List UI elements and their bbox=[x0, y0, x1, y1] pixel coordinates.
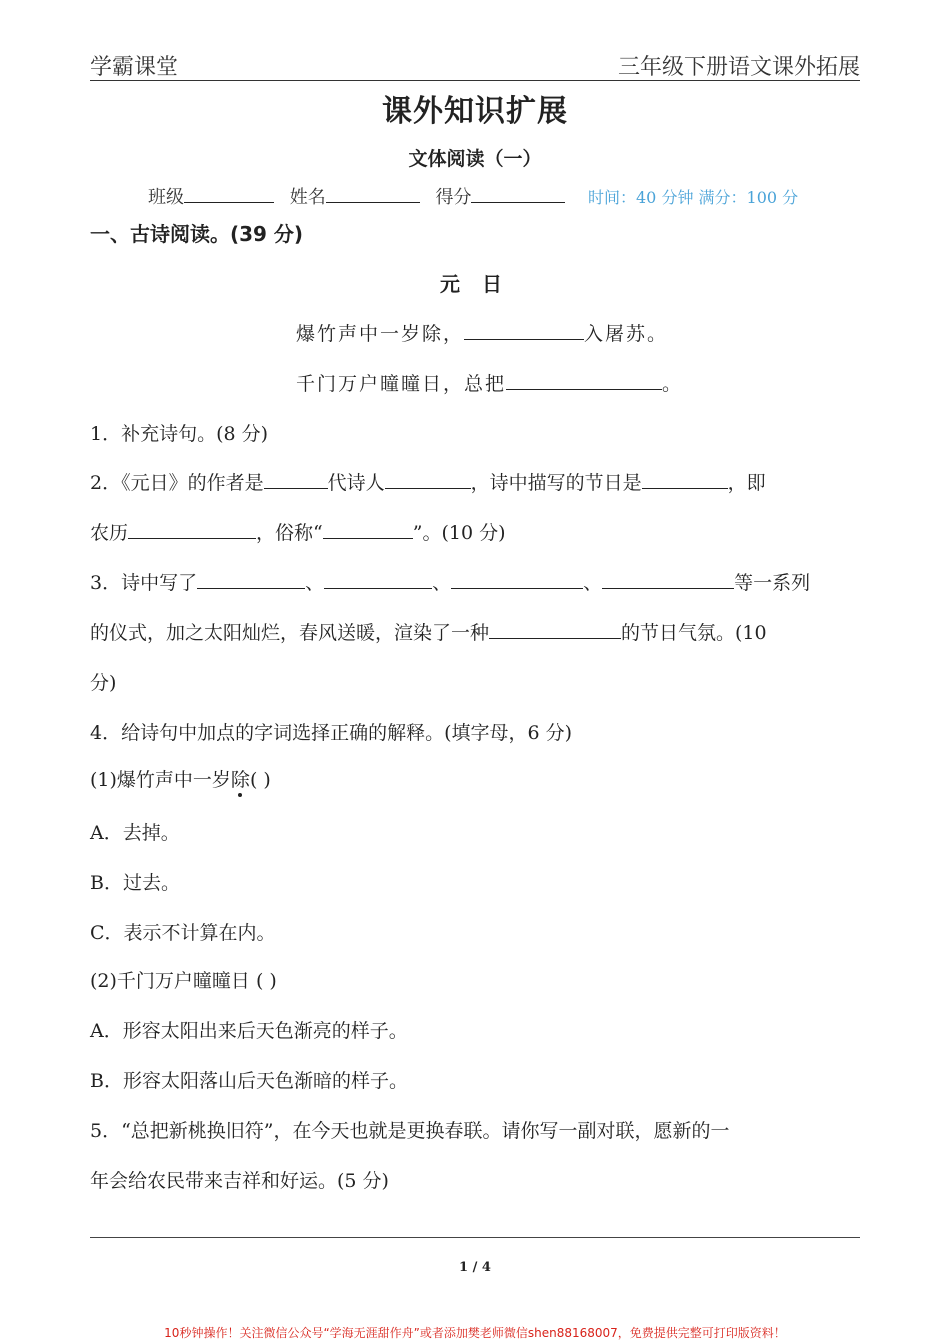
poem-line-1-start: 爆竹声中一岁除， bbox=[296, 323, 465, 345]
question-2-line-1 bbox=[90, 468, 766, 495]
section-heading: 一、古诗阅读。(39 分) bbox=[90, 222, 304, 246]
q3-text-c: 的仪式，加之太阳灿烂，春风送暖，渲染了一种 bbox=[90, 622, 490, 644]
class-label: 班级 bbox=[148, 187, 184, 208]
q3-text-b: 等一系列 bbox=[734, 572, 811, 594]
q3-sep-2: 、 bbox=[432, 572, 452, 594]
q3-text-d: 的节日气氛。(10 bbox=[621, 622, 767, 644]
score-label: 得分 bbox=[435, 187, 472, 208]
q4-part-2: (2)千门万户曈曈日 ( ) bbox=[90, 970, 277, 992]
class-field[interactable] bbox=[184, 184, 274, 203]
q2-blank-common-name[interactable] bbox=[323, 520, 413, 539]
q2-blank-lunar[interactable] bbox=[128, 520, 256, 539]
time-and-score: 时间：40 分钟 满分：100 分 bbox=[588, 188, 799, 207]
question-3-line-1 bbox=[90, 568, 810, 595]
poem-line-2-end: 。 bbox=[662, 373, 684, 395]
poem-blank-2[interactable] bbox=[506, 371, 662, 390]
page-title: 课外知识扩展 bbox=[382, 94, 568, 129]
answer-line[interactable] bbox=[90, 1237, 860, 1238]
poem-line-2-start: 千门万户曈曈日，总把 bbox=[296, 373, 507, 395]
header-course: 三年级下册语文课外拓展 bbox=[617, 55, 860, 80]
page-subtitle: 文体阅读（一） bbox=[408, 148, 542, 170]
question-5-line-1: 5．“总把新桃换旧符”，在今天也就是更换春联。请你写一副对联，愿新的一 bbox=[90, 1120, 730, 1142]
question-2-line-2 bbox=[90, 518, 506, 545]
footer-notice: 10秒钟操作！关注微信公众号“学海无涯甜作舟”或者添加樊老师微信shen88168007，免费提供完整可打印版资料！ bbox=[164, 1326, 786, 1340]
poem-line-1-end: 入屠苏。 bbox=[584, 323, 669, 345]
poem-blank-1[interactable] bbox=[464, 321, 584, 340]
q4-part-1 bbox=[90, 765, 271, 792]
name-field[interactable] bbox=[326, 184, 420, 203]
q2-text-b: 代诗人 bbox=[327, 472, 385, 494]
q4-p1-text: (1)爆竹声中一岁 bbox=[90, 769, 231, 791]
q4-p1-option-a: A．去掉。 bbox=[90, 822, 180, 844]
q2-text-g: ”。(10 分) bbox=[412, 522, 506, 544]
q3-blank-4[interactable] bbox=[602, 570, 734, 589]
q3-sep-3: 、 bbox=[583, 572, 603, 594]
q3-blank-3[interactable] bbox=[451, 570, 583, 589]
question-1: 1．补充诗句。(8 分) bbox=[90, 423, 269, 445]
q2-text-f: ，俗称“ bbox=[256, 522, 323, 544]
q4-p1-dotted-char: 除 bbox=[231, 765, 250, 792]
score-field[interactable] bbox=[471, 184, 565, 203]
question-4-stem: 4．给诗句中加点的字词选择正确的解释。(填字母，6 分) bbox=[90, 722, 573, 744]
poem-line-2 bbox=[296, 369, 683, 396]
q4-p1-option-c: C．表示不计算在内。 bbox=[90, 922, 276, 944]
question-3-line-3: 分) bbox=[90, 672, 117, 694]
q4-p1-option-b: B．过去。 bbox=[90, 872, 180, 894]
q3-blank-1[interactable] bbox=[197, 570, 305, 589]
q3-sep-1: 、 bbox=[305, 572, 325, 594]
question-5-line-2: 年会给农民带来吉祥和好运。(5 分) bbox=[90, 1170, 389, 1192]
q2-text-e: 农历 bbox=[90, 522, 129, 544]
student-info bbox=[148, 183, 565, 209]
poem-title: 元日 bbox=[440, 272, 524, 296]
q2-blank-festival[interactable] bbox=[642, 470, 728, 489]
q4-p2-option-b: B．形容太阳落山后天色渐暗的样子。 bbox=[90, 1070, 408, 1092]
q4-p1-answer-slot[interactable]: ( ) bbox=[249, 769, 271, 791]
page-number: 1 / 4 bbox=[459, 1260, 491, 1275]
q2-text-d: ，即 bbox=[727, 472, 766, 494]
poem-line-1 bbox=[296, 319, 668, 346]
question-3-line-2 bbox=[90, 618, 767, 645]
q3-blank-5[interactable] bbox=[489, 620, 621, 639]
name-label: 姓名 bbox=[289, 187, 326, 208]
q3-text-a: 3．诗中写了 bbox=[90, 572, 198, 594]
header-brand: 学霸课堂 bbox=[90, 55, 179, 80]
q2-blank-dynasty[interactable] bbox=[264, 470, 328, 489]
q2-text-a: 2．《元日》的作者是 bbox=[90, 472, 264, 494]
q4-p2-option-a: A．形容太阳出来后天色渐亮的样子。 bbox=[90, 1020, 408, 1042]
q2-blank-poet[interactable] bbox=[385, 470, 471, 489]
q3-blank-2[interactable] bbox=[324, 570, 432, 589]
header-divider bbox=[90, 80, 860, 81]
q2-text-c: ，诗中描写的节日是 bbox=[470, 472, 642, 494]
